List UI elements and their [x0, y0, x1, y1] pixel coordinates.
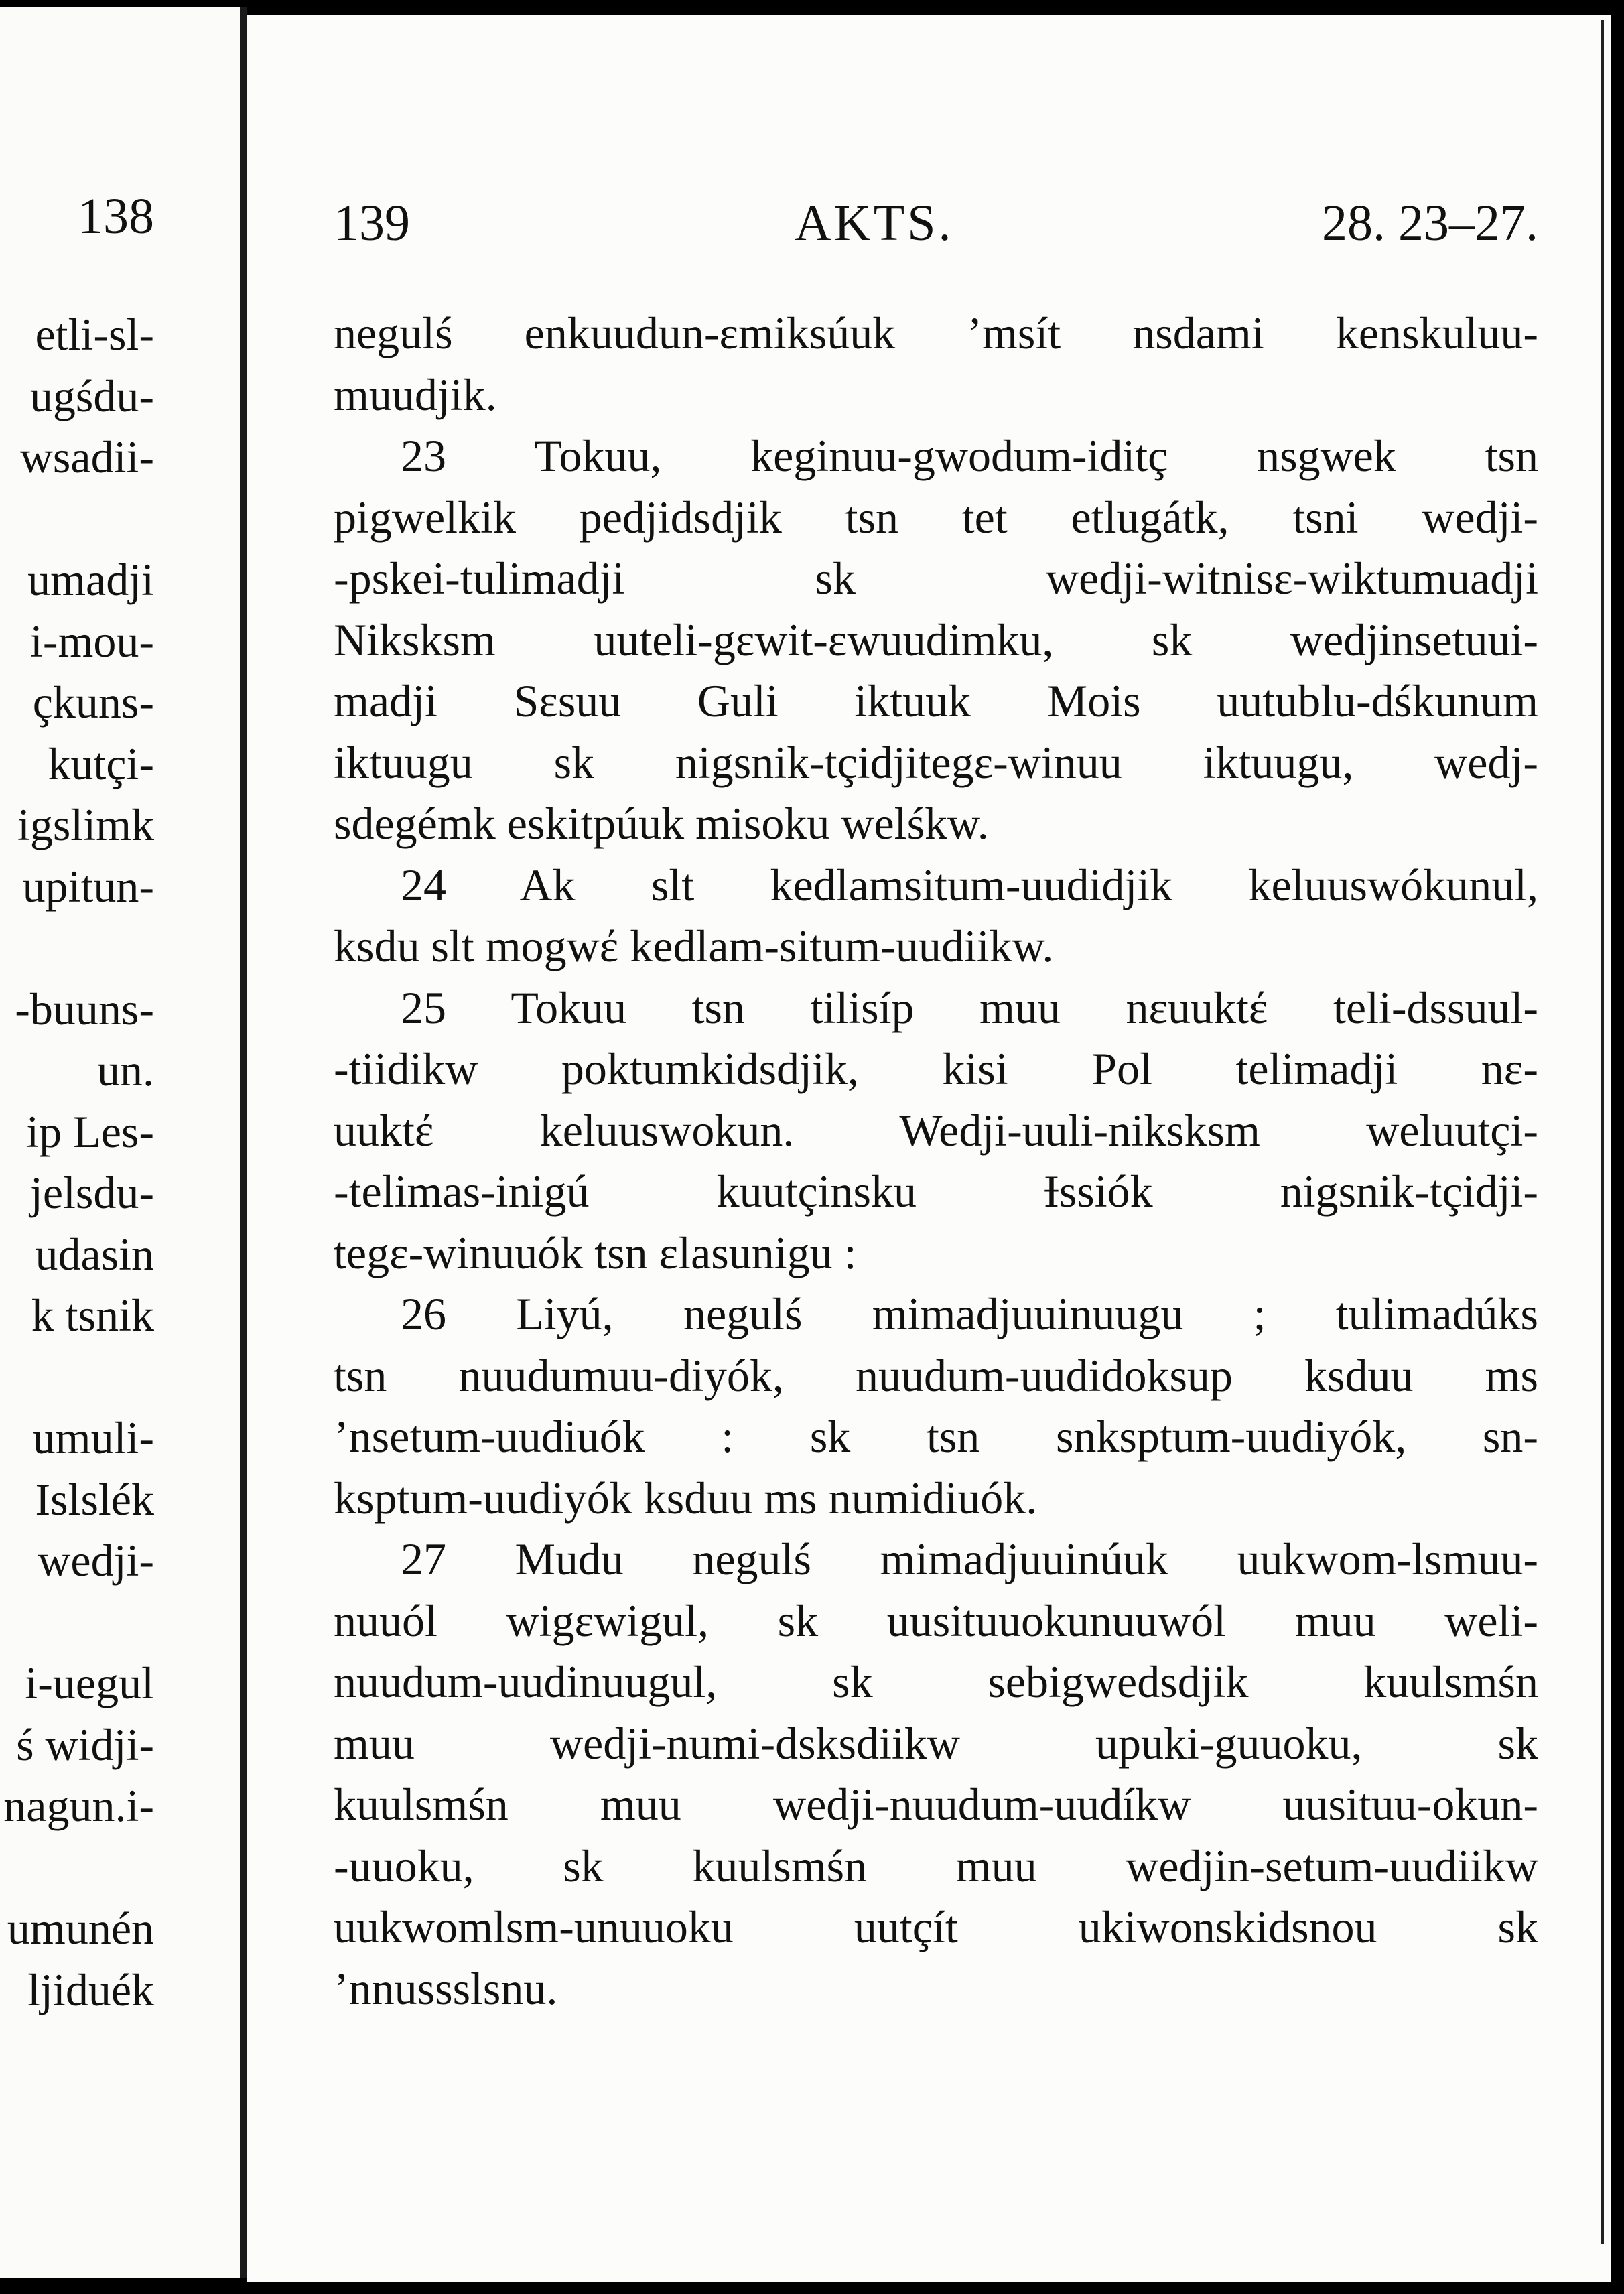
left-page-fragment: umadji — [27, 554, 154, 605]
left-page-fragment: ś widji- — [16, 1718, 154, 1770]
page-number: 139 — [334, 195, 410, 251]
text-line: 25 Tokuu tsn tilisíp muu nεuuktέ teli-dssuul- — [401, 982, 1538, 1033]
left-page-fragment: k tsnik — [31, 1290, 154, 1341]
text-line: tegε-winuuók tsn εlasunigu : — [334, 1227, 857, 1278]
text-line: nuudum-uudinuugul, sk sebigwedsdjik kuulsmśn — [334, 1656, 1538, 1707]
left-page-fragment: jelsdu- — [29, 1167, 154, 1218]
text-line: -uuoku, sk kuulsmśn muu wedjin-setum-uudiikw — [334, 1840, 1538, 1891]
text-line: 23 Tokuu, keginuu-gwodum-iditç nsgwek tsn — [401, 430, 1538, 481]
left-page-fragment: umuli- — [32, 1412, 154, 1463]
left-page-fragment: ip Les- — [26, 1105, 154, 1157]
text-line: negulś enkuudun-εmiksúuk ’msít nsdami kenskuluu- — [334, 308, 1538, 358]
left-page-fragment: ljiduék — [27, 1964, 154, 2015]
text-line: nuuól wigεwigul, sk uusituuokunuuwól muu weli- — [334, 1595, 1538, 1646]
text-line: iktuugu sk nigsnik-tçidjitegε-winuu iktuugu, wedj- — [334, 736, 1538, 788]
text-line: ksdu slt mogwέ kedlam-situm-uudiikw. — [334, 921, 1054, 971]
text-line: uukwomlsm-unuuoku uutçít ukiwonskidsnou sk — [334, 1901, 1538, 1952]
left-page-fragment: -buuns- — [15, 983, 154, 1034]
right-page — [247, 15, 1611, 2282]
page-gutter — [240, 7, 247, 2278]
text-line: -tiidikw poktumkidsdjik, kisi Pol telimadji nε- — [334, 1043, 1538, 1094]
left-page-fragment: udasin — [35, 1228, 154, 1280]
text-line: ksptum-uudiyók ksduu ms numidiuók. — [334, 1472, 1038, 1524]
left-page-fragment: Islslék — [35, 1473, 154, 1525]
left-page-fragment: upitun- — [22, 860, 154, 912]
book-title: AKTS. — [795, 195, 954, 251]
text-line: 27 Mudu negulś mimadjuuinúuk uukwom-lsmuu- — [401, 1534, 1538, 1584]
left-page-fragment: umunén — [7, 1903, 154, 1954]
left-page-fragment: wsadii- — [19, 431, 154, 482]
left-page-fragment: i-uegul — [25, 1658, 154, 1708]
left-page-fragment: etli-sl- — [35, 309, 154, 360]
text-line: madji Sεsuu Guli iktuuk Mois uutublu-dśkunum — [334, 675, 1538, 726]
text-line: kuulsmśn muu wedji-nuudum-uudíkw uusituu-okun- — [334, 1779, 1538, 1830]
text-line: muudjik. — [334, 368, 497, 420]
page-edge — [1601, 20, 1604, 2244]
text-line: muu wedji-numi-dsksdiikw upuki-guuoku, sk — [334, 1717, 1538, 1769]
text-line: sdegémk eskitpúuk misoku welśkw. — [334, 798, 989, 849]
text-line: -pskei-tulimadji sk wedji-witnisε-wiktumuadji — [334, 553, 1538, 604]
left-page-fragment: wedji- — [38, 1535, 154, 1586]
left-page-fragment: un. — [97, 1044, 154, 1095]
text-line: ’nsetum-uudiuók : sk tsn snksptum-uudiyók, sn- — [334, 1411, 1538, 1462]
body-text — [334, 303, 1538, 2019]
text-line: uuktέ keluuswokun. Wedji-uuli-niksksm weluutçi- — [334, 1104, 1538, 1156]
text-line: ’nnussslsnu. — [334, 1962, 558, 2014]
left-page-fragment: igslimk — [17, 799, 154, 850]
left-page-fragment: çkuns- — [32, 677, 154, 728]
text-line: pigwelkik pedjidsdjik tsn tet etlugátk, tsni wedji- — [334, 491, 1538, 543]
chapter-reference: 28. 23–27. — [1322, 195, 1538, 251]
left-page-fragment: ugśdu- — [29, 370, 154, 421]
left-page-fragment: kutçi- — [48, 738, 154, 789]
left-page-fragment: nagun.i- — [3, 1780, 154, 1831]
left-page — [0, 7, 240, 2278]
left-page-fragment: i-mou- — [29, 615, 154, 667]
text-line: 24 Ak slt kedlamsitum-uudidjik keluuswókunul, — [401, 859, 1538, 910]
text-line: 26 Liyú, negulś mimadjuuinuugu ; tulimadúks — [401, 1288, 1538, 1339]
text-line: tsn nuudumuu-diyók, nuudum-uudidoksup ksduu ms — [334, 1349, 1538, 1401]
left-page-number: 138 — [78, 188, 154, 245]
running-header — [247, 194, 1611, 255]
text-line: -telimas-inigú kuutçinsku Ɨssiók nigsnik-tçidji- — [334, 1166, 1538, 1217]
text-line: Niksksm uuteli-gεwit-εwuudimku, sk wedjinsetuui- — [334, 614, 1538, 665]
